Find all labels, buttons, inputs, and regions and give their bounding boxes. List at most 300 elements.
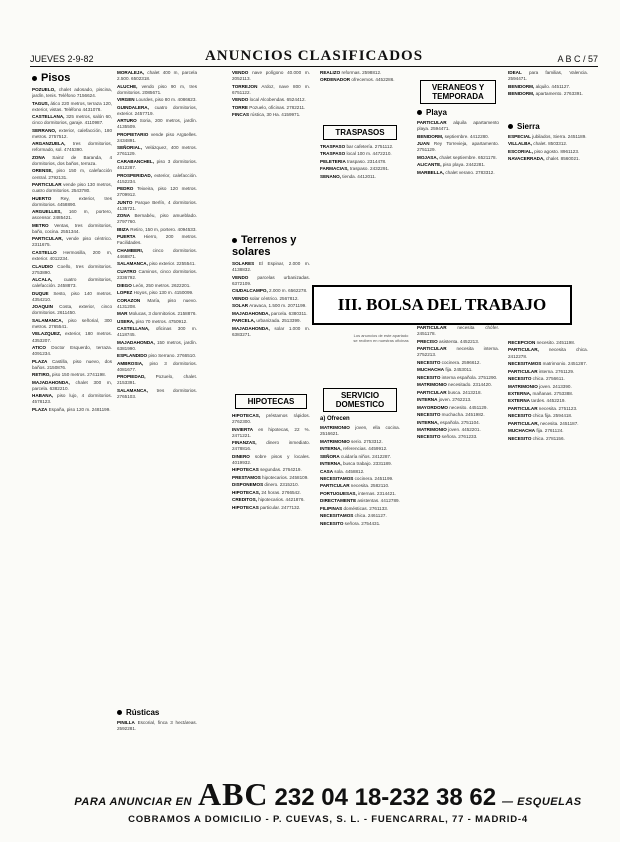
- ad-text: 2.000 m. 6562278.: [267, 288, 308, 294]
- classified-ad: [232, 454, 310, 466]
- classified-ad: [232, 303, 310, 309]
- classified-ad: [117, 234, 197, 246]
- classified-ad: [32, 291, 112, 303]
- ad-text: Hermosilla, 200 m, exterior. 4012234.: [32, 249, 112, 262]
- ad-text: Molucas, 3 dormitorios. 2158876.: [127, 311, 197, 317]
- classified-ad: [508, 391, 588, 397]
- ad-keyword: PLAZA: [32, 406, 48, 412]
- ad-text: Escorial, finca 3 hectáreas. 2592281.: [117, 720, 197, 732]
- classified-ad: [508, 428, 588, 434]
- classified-ad: [232, 296, 310, 302]
- classified-ad: [117, 340, 197, 352]
- ad-keyword: SEÑORA: [320, 453, 340, 459]
- ad-keyword: PARTICULAR: [417, 346, 447, 352]
- ad-text: Caminos, cinco dormitorios. 2336792.: [117, 268, 197, 281]
- ad-text: vende piso 130 metros, cuatro dormitorios. 2543780.: [32, 182, 112, 194]
- ad-keyword: INTERNA,: [320, 446, 342, 452]
- ad-keyword: CORAZON: [117, 297, 141, 303]
- classified-ad: [117, 720, 197, 732]
- ad-text: exterior, 180 metros. 4353207.: [32, 331, 112, 343]
- ad-text: joven. 2762213.: [437, 397, 472, 403]
- ad-keyword: IBIZA: [117, 226, 129, 232]
- classified-ad: [117, 290, 197, 296]
- ad-keyword: ZONA: [117, 213, 131, 219]
- ad-text: dinero inmediato. 2478816.: [232, 440, 310, 452]
- classified-ad: [417, 162, 499, 168]
- ad-keyword: SALAMANCA,: [117, 387, 148, 393]
- classified-ad: [117, 374, 197, 386]
- ad-text: chica fija. 2594418.: [531, 413, 573, 419]
- ad-text: mañanas. 2753388.: [531, 391, 574, 396]
- ad-keyword: PROSPERIDAD,: [117, 172, 152, 178]
- classified-ad: [417, 390, 499, 396]
- ad-keyword: NECESITO: [417, 374, 441, 380]
- classified-ad: [232, 326, 310, 338]
- ad-keyword: PARTICULAR: [508, 368, 538, 374]
- ad-text: Teixeira, piso 120 metros. 2709912.: [117, 186, 197, 198]
- ad-keyword: CASTELLANA,: [32, 114, 65, 120]
- classified-ad: [508, 70, 588, 82]
- classified-ad: [417, 141, 499, 153]
- ad-keyword: SENANO,: [320, 173, 341, 179]
- ad-keyword: NECESITO: [508, 413, 532, 419]
- classified-ad: [320, 491, 400, 497]
- classified-ad: [32, 236, 112, 248]
- ad-keyword: MARBELLA,: [417, 169, 445, 175]
- ad-keyword: MAR: [117, 311, 128, 317]
- ad-text: sola. 4458812.: [333, 468, 365, 474]
- ad-keyword: ARTURO: [117, 118, 137, 124]
- ad-keyword: USERA,: [117, 318, 135, 324]
- ad-keyword: PARTICULAR: [508, 405, 538, 411]
- classified-ad: [417, 412, 499, 418]
- bolsa-del-trabajo-banner: III. BOLSA DEL TRABAJO: [312, 285, 572, 325]
- ad-keyword: POZUELO,: [32, 87, 56, 92]
- classified-ad: [232, 490, 310, 496]
- ad-keyword: PARTICULAR,: [508, 347, 539, 353]
- classified-ad: [117, 186, 197, 198]
- ad-text: joven. 4452201.: [446, 427, 481, 432]
- classified-ad: [117, 388, 197, 400]
- ad-text: préstamos rápidos. 2762300.: [232, 413, 310, 425]
- ad-text: cuatro dormitorios, exterior. 2457719.: [117, 104, 197, 116]
- column-1: [32, 70, 112, 770]
- section-ofrecen: a) Ofrecen: [320, 416, 350, 422]
- ad-keyword: RETIRO,: [32, 372, 51, 378]
- ad-text: traspaso. 2314478.: [345, 158, 387, 164]
- ad-text: particular. 2477132.: [258, 504, 301, 510]
- ad-text: Coello, tres dormitorios. 2753890.: [32, 263, 112, 275]
- ad-text: local Alcobendas. 6524412.: [248, 97, 306, 103]
- bullet-icon: [417, 110, 422, 115]
- column-6: [508, 70, 588, 770]
- ad-text: necesito. 4451129.: [447, 404, 488, 410]
- ad-text: piso señorial, 300 metros. 2765541.: [32, 317, 112, 329]
- ad-keyword: CUATRO: [117, 268, 137, 274]
- ad-text: busca trabajo. 2331189.: [341, 461, 392, 467]
- classified-ad: [320, 159, 400, 165]
- ad-keyword: MUCHACHA: [508, 428, 536, 434]
- ad-text: chalet verano. 2783312.: [444, 169, 495, 175]
- ad-keyword: EXTERNA,: [508, 391, 532, 396]
- classified-ad: [232, 413, 310, 425]
- ad-keyword: ARGUELLES,: [32, 209, 62, 215]
- ad-text: piso playa. 2442281.: [441, 162, 486, 168]
- classified-ad: [320, 144, 400, 150]
- classified-ad: [417, 375, 499, 381]
- ad-keyword: PROPIEDAD,: [117, 374, 146, 380]
- ad-keyword: MORALEJA,: [117, 70, 145, 75]
- classified-ad: [232, 497, 310, 503]
- ad-text: asistenta. 4452213.: [437, 338, 480, 344]
- ad-keyword: PARTICULAR: [417, 325, 447, 330]
- classified-ad: [508, 398, 588, 404]
- ad-text: cinco dormitorios. 4468871.: [117, 247, 197, 259]
- ad-text: piso 150 metros. 2741198.: [50, 372, 106, 378]
- classified-ad: [508, 134, 588, 140]
- classified-ad: [117, 248, 197, 260]
- page-header: [30, 48, 598, 67]
- ads-list: [417, 120, 499, 270]
- ad-keyword: PORTUGUESAS,: [320, 490, 357, 496]
- ad-text: chalet. 8503312.: [532, 141, 568, 147]
- section-pisos: Pisos: [32, 72, 112, 84]
- ads-list: [117, 70, 197, 706]
- ad-text: parcela. 6380311.: [269, 310, 308, 316]
- classified-ad: [320, 151, 400, 157]
- classified-ad: [417, 325, 499, 337]
- ad-keyword: VELAZQUEZ,: [32, 331, 62, 337]
- ad-keyword: NECESITAMOS: [320, 476, 354, 481]
- classified-ad: [508, 376, 588, 382]
- classified-ad: [117, 145, 197, 157]
- ad-keyword: MATRIMONIO: [417, 427, 447, 432]
- ad-keyword: PARTICULAR: [320, 483, 350, 489]
- classified-ad: [508, 347, 588, 359]
- classified-ad: [32, 114, 112, 126]
- classified-ad: [232, 275, 310, 287]
- ad-text: vende piso Argüelles. 2434891.: [117, 131, 197, 143]
- classified-ad: [232, 482, 310, 488]
- ad-keyword: ALUCHE,: [117, 83, 138, 89]
- column-5: [417, 70, 499, 770]
- classified-ad: [117, 200, 197, 212]
- ad-text: chica. 2756611.: [531, 376, 565, 382]
- section-terrenos: Terrenos y solares: [232, 234, 297, 258]
- section-veraneos: VERANEOS Y TEMPORADA: [420, 80, 496, 104]
- ad-keyword: PARTICULAR: [417, 389, 447, 395]
- classified-ad: [32, 128, 112, 140]
- ad-keyword: ALCALA,: [32, 277, 53, 283]
- ad-keyword: VENDO: [232, 70, 249, 75]
- classified-ad: [232, 70, 310, 82]
- ad-keyword: PARTICULAR,: [508, 420, 539, 426]
- ad-text: Sainz de Baranda, 4 dormitorios, dos baños, terraza.: [32, 154, 112, 166]
- classified-ad: [320, 476, 400, 482]
- ad-text: piso Serrano. 2766510.: [147, 353, 197, 359]
- ad-keyword: PINILLA: [117, 720, 135, 725]
- ad-keyword: TORREJON: [232, 83, 258, 89]
- classified-ad: [32, 393, 112, 405]
- ad-keyword: NECESITO: [417, 359, 441, 365]
- classified-ad: [417, 339, 499, 345]
- ad-keyword: PARTICULAR,: [32, 236, 63, 242]
- ad-keyword: PUERTA: [117, 234, 136, 240]
- ad-keyword: NECESITO: [508, 376, 532, 382]
- classified-ad: [232, 475, 310, 481]
- classified-ad: [320, 77, 400, 83]
- ad-text: española. 2751104.: [438, 419, 480, 425]
- ad-keyword: ESPECIAL: [508, 134, 531, 139]
- classified-ad: [32, 318, 112, 330]
- classified-ad: [32, 209, 112, 221]
- ad-keyword: MATRIMONIO: [417, 382, 447, 388]
- classified-ad: [508, 340, 588, 346]
- ad-text: alquilo. 4451127.: [534, 83, 571, 89]
- ad-keyword: HIPOTECAS: [232, 467, 259, 473]
- column-3: [232, 70, 310, 770]
- ad-keyword: HIPOTECAS: [232, 504, 259, 510]
- classified-ad: [417, 434, 499, 440]
- ad-keyword: MAJADAHONDA,: [232, 310, 270, 316]
- ad-text: cuatro dormitorios, calefacción. 2458873.: [32, 277, 112, 289]
- ad-text: referencias. 4459912.: [341, 446, 388, 452]
- classified-ad: [417, 170, 499, 176]
- classified-ad: [32, 87, 112, 99]
- classified-ad: [232, 84, 310, 96]
- classified-ad: [417, 120, 499, 132]
- ad-keyword: MAJADAHONDA,: [117, 339, 155, 345]
- classified-ad: [32, 380, 112, 392]
- classified-ad: [417, 346, 499, 358]
- ad-keyword: TRASPASO: [320, 144, 346, 149]
- classified-ad: [232, 318, 310, 324]
- classified-ad: [117, 353, 197, 359]
- ads-list: [417, 325, 499, 441]
- ad-keyword: TAGUS,: [32, 100, 50, 106]
- classified-ad: [508, 406, 588, 412]
- bullet-icon: [117, 710, 122, 715]
- classified-ad: [32, 407, 112, 413]
- classified-ad: [508, 156, 588, 162]
- classified-ad: [417, 367, 499, 373]
- footer-suffix: — ESQUELAS: [502, 796, 582, 808]
- ad-keyword: MAJADAHONDA,: [232, 325, 270, 331]
- ad-text: Ventas, tres dormitorios, baño, cocina. 2551344.: [32, 222, 112, 234]
- ad-text: Rey Torrevieja, apartamento. 2751129.: [417, 141, 499, 153]
- classified-ad: [320, 439, 400, 445]
- classified-ad: [117, 173, 197, 185]
- ad-keyword: ESPLANDIDO: [117, 353, 148, 359]
- ad-text: Lourdes, piso 80 m. 4086623.: [134, 97, 197, 103]
- ad-keyword: FINANZAS,: [232, 440, 257, 446]
- ad-text: piso exterior. 2255541.: [147, 261, 196, 267]
- ad-text: cocinera. 2451199.: [353, 476, 394, 481]
- ad-text: necesita interna. 2752213.: [417, 346, 499, 358]
- ad-text: Doctor Esquerdo, terraza. 4091234.: [32, 344, 112, 357]
- classified-ad: [417, 397, 499, 403]
- ad-text: 160 m, portero, ascensor. 2485421.: [32, 209, 112, 221]
- classified-ad: [232, 311, 310, 317]
- column-4: [320, 70, 400, 770]
- ad-keyword: CHAMBERI,: [117, 247, 144, 253]
- ad-text: piso 150 m, calefacción central. 2792131.: [32, 168, 112, 180]
- ad-text: Aravaca, 1.500 m. 2071199.: [248, 303, 307, 309]
- ad-keyword: CIUDALCAMPO,: [232, 288, 268, 294]
- ad-keyword: SOLAR: [232, 303, 249, 309]
- ads-list: [508, 340, 588, 442]
- classified-ad: [117, 97, 197, 103]
- ad-keyword: MATRIMONIO: [508, 383, 538, 389]
- bullet-icon: [508, 124, 513, 129]
- ad-text: Parque Berlín, 4 dormitorios. 4135721.: [117, 199, 197, 211]
- section-notice: Los anuncios de este apartado se reciben en nuestras oficinas: [353, 333, 409, 343]
- ad-text: cuidaría niños. 2412287.: [339, 453, 392, 459]
- ad-keyword: GUINDALERA,: [117, 104, 149, 110]
- ad-keyword: RECEPCION: [508, 340, 536, 345]
- classified-ad: [320, 506, 400, 512]
- section-traspasos: TRASPASOS: [323, 125, 397, 140]
- classified-ad: [417, 155, 499, 161]
- ad-keyword: DINERO: [232, 453, 250, 459]
- classified-ad: [117, 283, 197, 289]
- classified-ad: [117, 227, 197, 233]
- ad-keyword: HIPOTECAS,: [232, 413, 261, 418]
- ad-text: piso 3 dormitorios. 4612287.: [117, 158, 197, 171]
- ad-keyword: JUAN: [417, 141, 430, 147]
- footer-phones: 232 04 18-232 38 62: [274, 784, 497, 811]
- ad-text: necesito. 2451198.: [535, 340, 576, 345]
- ad-text: solar 1.000 m. 6383271.: [232, 325, 310, 337]
- ad-text: señora. 2754431.: [343, 520, 381, 526]
- ad-text: sobre pisos y locales. 4019932.: [232, 453, 310, 465]
- section-sierra: Sierra: [508, 122, 588, 131]
- ad-text: jubilados, Sierra. 2451189.: [530, 134, 587, 139]
- ad-text: vende piso céntrico. 2311675.: [32, 236, 112, 248]
- classified-ad: [232, 467, 310, 473]
- classified-ad: [417, 420, 499, 426]
- ad-text: urbanizada. 2513399.: [255, 318, 301, 324]
- ad-keyword: REALIZO: [320, 70, 341, 75]
- classified-ad: [508, 91, 588, 97]
- ad-text: chalet 300 m, parcela. 6382210.: [32, 379, 112, 391]
- classified-ad: [508, 149, 588, 155]
- ad-keyword: MUCHACHA: [417, 367, 445, 373]
- classified-ad: [232, 288, 310, 294]
- ad-keyword: VENDO: [232, 295, 249, 301]
- ad-text: muchacha. 2451982.: [440, 412, 485, 418]
- ad-text: dinero. 2315210.: [263, 482, 299, 488]
- ad-text: reformas. 2598812.: [340, 70, 382, 75]
- ad-text: alquila apartamento playa. 2594471.: [417, 120, 499, 132]
- footer-prefix: PARA ANUNCIAR EN: [74, 796, 192, 808]
- ad-keyword: BENIDORM,: [508, 83, 535, 89]
- classified-ad: [508, 369, 588, 375]
- ad-keyword: HIPOTECAS,: [232, 489, 261, 495]
- ad-text: domésticas. 2761133.: [342, 505, 389, 511]
- classified-ad: [117, 311, 197, 317]
- ad-keyword: SEÑORIAL,: [117, 145, 143, 151]
- ad-text: oficinas 300 m. 4118745.: [117, 326, 197, 338]
- abc-logo: ABC: [197, 776, 269, 812]
- ad-keyword: FINCAS: [232, 112, 250, 118]
- ads-list: [117, 720, 197, 732]
- ad-keyword: NAVACERRADA,: [508, 156, 545, 162]
- footer-address: COBRAMOS A DOMICILIO - P. CUEVAS, S. L. - FUENCARRAL, 77 - MADRID-4: [128, 814, 528, 825]
- classified-ad: [32, 304, 112, 316]
- ad-keyword: CREDITOS,: [232, 497, 257, 503]
- ad-keyword: DIEGO: [117, 282, 132, 288]
- ad-text: España, piso 120 m. 2481199.: [47, 406, 111, 412]
- classified-ad: [117, 319, 197, 325]
- ad-text: necesita. 2751123.: [537, 405, 578, 411]
- ad-text: tres dormitorios, reformado, sol. 4745390.: [32, 141, 112, 153]
- classified-ad: [232, 105, 310, 111]
- classified-ad: [508, 361, 588, 367]
- ad-text: piso 70 metros. 4750912.: [134, 318, 188, 324]
- ad-text: busca. 2413218.: [446, 389, 482, 395]
- classified-ad: [508, 141, 588, 147]
- ads-list: [232, 70, 310, 232]
- ad-keyword: AMBROSIA,: [117, 360, 144, 366]
- classified-ad: [320, 166, 400, 172]
- ads-list: [32, 87, 112, 413]
- ad-keyword: PARTICULAR: [32, 182, 62, 188]
- ad-keyword: ORENSE,: [32, 168, 53, 174]
- ad-keyword: NECESITAMOS: [320, 513, 354, 519]
- classified-ad: [320, 461, 400, 467]
- classified-ad: [32, 101, 112, 113]
- ad-keyword: NECESITO: [417, 412, 441, 418]
- ad-text: necesita chica. 2412278.: [508, 347, 588, 359]
- ad-text: Rey, exterior, tres dormitorios. 4458890.: [32, 195, 112, 207]
- classified-ad: [32, 372, 112, 378]
- ad-text: necesita chófer. 2451178.: [417, 325, 499, 337]
- classified-ad: [417, 134, 499, 140]
- ad-keyword: EXTERNA: [508, 398, 530, 404]
- ad-keyword: IDEAL: [508, 70, 522, 75]
- ad-keyword: DUQUE: [32, 290, 49, 296]
- ad-text: chica. 2461127.: [353, 513, 387, 519]
- ad-text: Bernabéu, piso amueblado. 2797760.: [117, 213, 197, 225]
- ad-text: bar cafetería. 2751112.: [345, 144, 394, 149]
- ad-text: chica. 2781156.: [531, 435, 565, 441]
- ad-text: tienda. 4412011.: [340, 173, 377, 179]
- classified-ad: [32, 277, 112, 289]
- ad-text: 24 horas. 2766542.: [260, 489, 301, 495]
- ad-text: Soria, 200 metros, jardín. 4135509.: [117, 118, 197, 130]
- classified-ad: [508, 84, 588, 90]
- classified-ad: [32, 331, 112, 343]
- ad-keyword: ESCORIAL,: [508, 148, 534, 154]
- classified-ad: [320, 469, 400, 475]
- classified-ad: [320, 70, 400, 76]
- classified-ad: [232, 261, 310, 273]
- header-date: JUEVES 2-9-82: [30, 54, 94, 64]
- classified-ad: [320, 446, 400, 452]
- section-playa: Playa: [417, 108, 499, 117]
- ad-text: Costa, exterior, cinco dormitorios. 2611450.: [32, 304, 112, 316]
- classified-ad: [32, 223, 112, 235]
- ad-keyword: NECESITO: [508, 435, 532, 441]
- classified-ad: [117, 132, 197, 144]
- ad-keyword: MAYORDOMO: [417, 404, 448, 410]
- classified-ad: [508, 436, 588, 442]
- ad-text: Sesto, piso 140 metros. 4354210.: [32, 290, 112, 302]
- ads-list: [320, 144, 400, 270]
- ad-text: chalet 400 m, parcela 2.500. 6502318.: [117, 70, 197, 82]
- ad-text: traspaso. 2432291.: [348, 166, 390, 172]
